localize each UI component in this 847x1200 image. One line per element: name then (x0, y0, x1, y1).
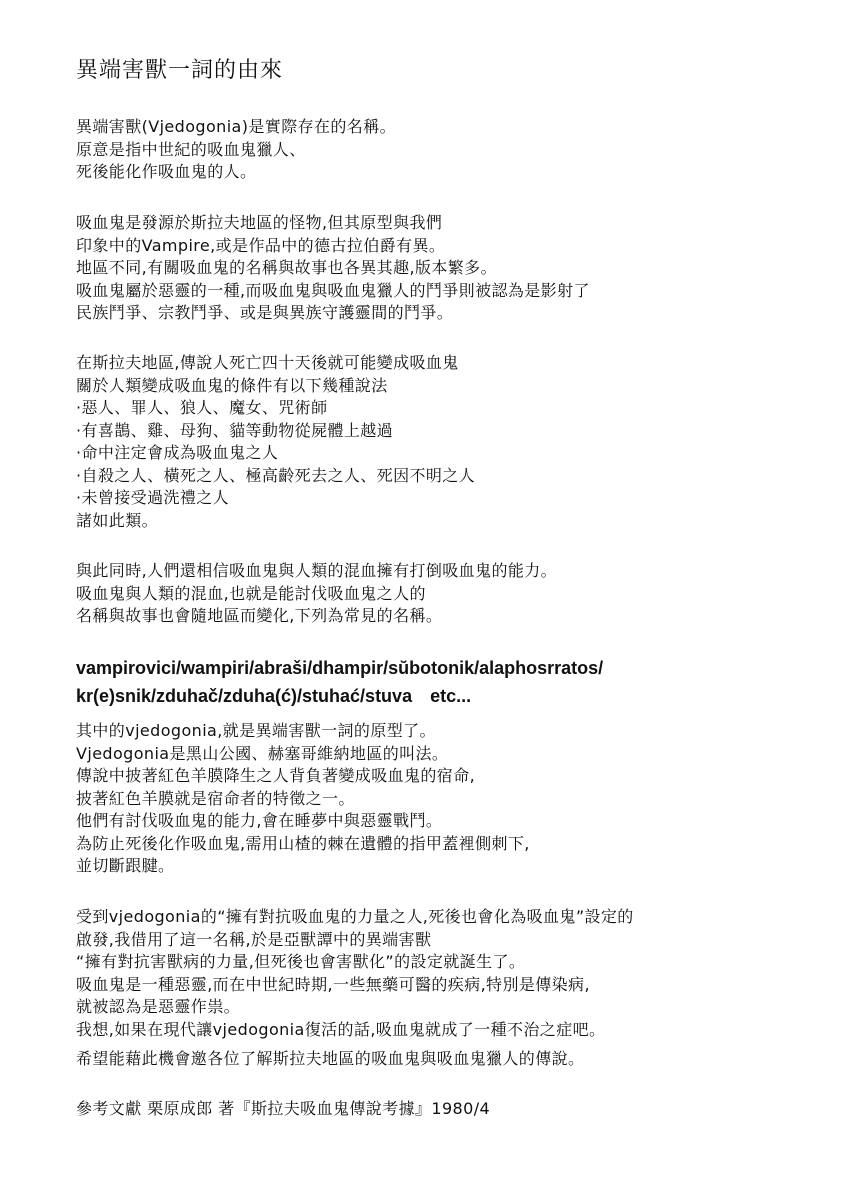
list-item: ·有喜鵲、雞、母狗、貓等動物從屍體上越過 (76, 420, 394, 440)
list-item: ·惡人、罪人、狼人、魔女、咒術師 (76, 398, 328, 417)
text-line: 諸如此類。 (76, 510, 159, 530)
paragraph-inspiration (76, 906, 634, 1041)
text-line: 吸血鬼是發源於斯拉夫地區的怪物,但其原型與我們 (76, 213, 443, 232)
text-line: 他們有討伐吸血鬼的能力,會在睡夢中與惡靈戰鬥。 (76, 811, 443, 830)
text-line: 受到vjedogonia的“擁有對抗吸血鬼的力量之人,死後也會化為吸血鬼”設定的 (76, 907, 634, 926)
text-line: 吸血鬼是一種惡靈,而在中世紀時期,一些無藥可醫的疾病,特別是傳染病, (76, 974, 590, 994)
paragraph-vjedogonia (76, 720, 530, 878)
paragraph-origin (76, 116, 396, 184)
text-line: 在斯拉夫地區,傳說人死亡四十天後就可能變成吸血鬼 (76, 353, 459, 372)
paragraph-closing (76, 1048, 584, 1071)
paragraph-conditions-list (76, 352, 475, 532)
paragraph-names-list (76, 654, 603, 710)
page-title: 異端害獸一詞的由來 (76, 58, 284, 83)
text-line: 名稱與故事也會隨地區而變化,下列為常見的名稱。 (76, 606, 443, 625)
text-line: 死後能化作吸血鬼的人。 (76, 162, 257, 181)
text-line: 就被認為是惡靈作祟。 (76, 997, 241, 1016)
text-line: 傳說中披著紅色羊膜降生之人背負著變成吸血鬼的宿命, (76, 766, 476, 785)
text-line: 原意是指中世紀的吸血鬼獵人、 (76, 139, 306, 159)
text-line: 吸血鬼與人類的混血,也就是能討伐吸血鬼之人的 (76, 583, 426, 603)
text-line: 並切斷跟腱。 (76, 856, 175, 875)
reference-citation (76, 1098, 490, 1121)
text-line: Vjedogonia是黑山公國、赫塞哥維納地區的叫法。 (76, 743, 449, 763)
text-line: 啟發,我借用了這一名稱,於是亞獸譚中的異端害獸 (76, 929, 432, 949)
text-line: 為防止死後化作吸血鬼,需用山楂的棘在遺體的指甲蓋裡側刺下, (76, 833, 530, 853)
text-line: 披著紅色羊膜就是宿命者的特徵之一。 (76, 788, 355, 808)
text-line: 其中的vjedogonia,就是異端害獸一詞的原型了。 (76, 721, 436, 740)
paragraph-vampire-background (76, 212, 590, 325)
paragraph-half-breed (76, 560, 557, 628)
names-line: kr(e)snik/zduhač/zduha(ć)/stuhać/stuva etc... (76, 686, 472, 706)
text-line: 地區不同,有關吸血鬼的名稱與故事也各異其趣,版本繁多。 (76, 258, 497, 277)
list-item: ·命中注定會成為吸血鬼之人 (76, 443, 279, 462)
citation-line: 參考文獻 栗原成郎 著『斯拉夫吸血鬼傳說考據』1980/4 (76, 1099, 491, 1118)
text-line: 關於人類變成吸血鬼的條件有以下幾種說法 (76, 375, 388, 395)
text-line: 吸血鬼屬於惡靈的一種,而吸血鬼與吸血鬼獵人的鬥爭則被認為是影射了 (76, 280, 590, 300)
text-line: 與此同時,人們還相信吸血鬼與人類的混血擁有打倒吸血鬼的能力。 (76, 561, 558, 580)
text-line: 我想,如果在現代讓vjedogonia復活的話,吸血鬼就成了一種不治之症吧。 (76, 1019, 606, 1039)
text-line: 希望能藉此機會邀各位了解斯拉夫地區的吸血鬼與吸血鬼獵人的傳說。 (76, 1049, 585, 1068)
names-line: vampirovici/wampiri/abraši/dhampir/sŭbotonik/alaphosrratos/ (76, 658, 604, 678)
text-line: 異端害獸(Vjedogonia)是實際存在的名稱。 (76, 117, 397, 136)
list-item: ·未曾接受過洗禮之人 (76, 488, 230, 507)
text-line: 印象中的Vampire,或是作品中的德古拉伯爵有異。 (76, 235, 446, 255)
text-line: 民族鬥爭、宗教鬥爭、或是與異族守護靈間的鬥爭。 (76, 303, 454, 322)
list-item: ·自殺之人、橫死之人、極高齡死去之人、死因不明之人 (76, 465, 476, 485)
text-line: “擁有對抗害獸病的力量,但死後也會害獸化”的設定就誕生了。 (76, 952, 526, 971)
